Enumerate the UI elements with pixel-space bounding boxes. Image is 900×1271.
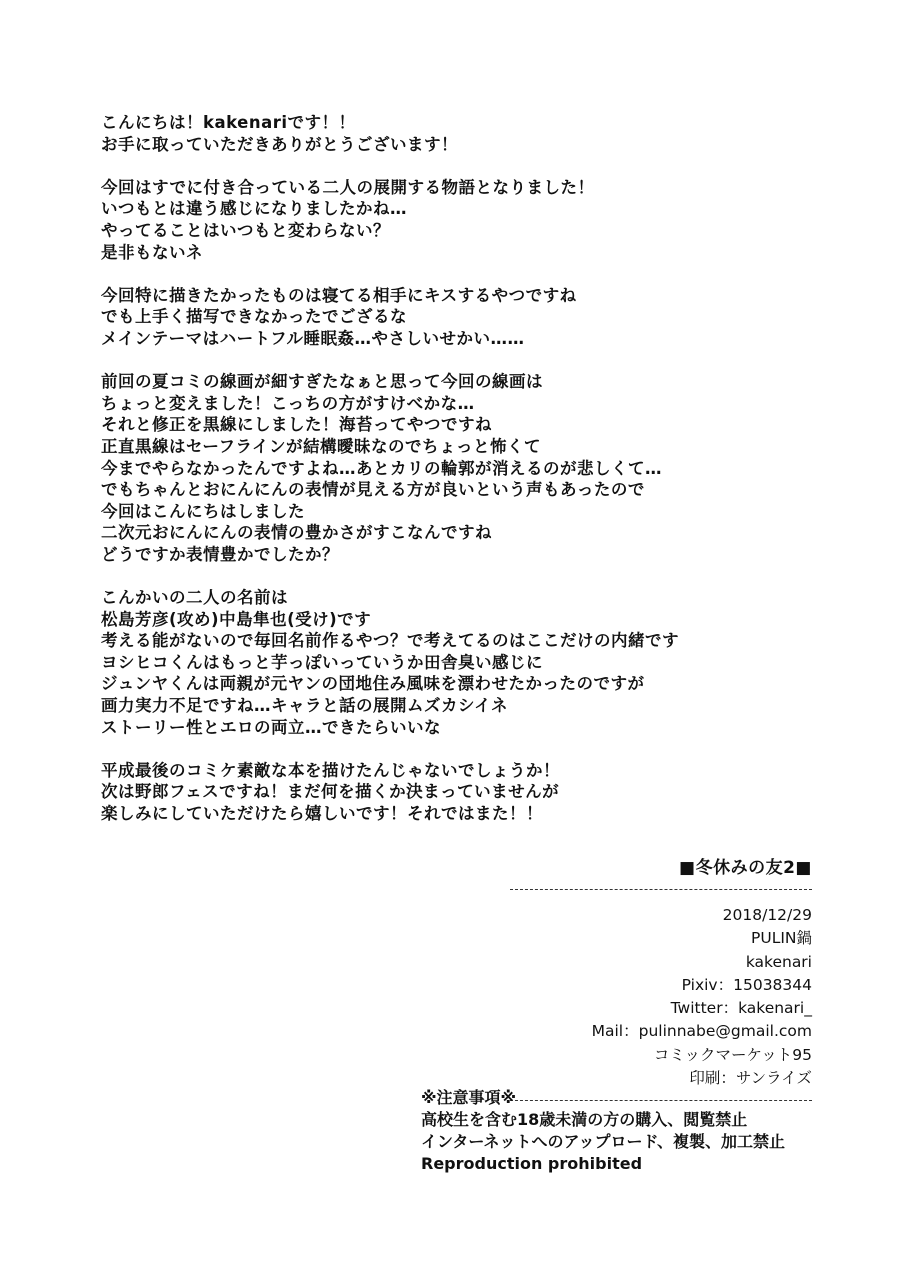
- text-line: 今までやらなかったんですよね…あとカリの輪郭が消えるのが悲しくて…: [101, 458, 662, 478]
- text-line: いつもとは違う感じになりましたかね…: [101, 199, 407, 219]
- text-line: こんかいの二人の名前は: [101, 588, 288, 608]
- text-line: 二次元おにんにんの表情の豊かさがすこなんですね: [101, 523, 492, 543]
- mail-address: Mail：pulinnabe@gmail.com: [591, 1022, 812, 1041]
- twitter-handle: Twitter：kakenari_: [670, 999, 812, 1018]
- author-name: kakenari: [745, 952, 812, 971]
- afterword-paragraph-greeting: [101, 112, 741, 155]
- text-line: 正直黒線はセーフラインが結構曖昧なのでちょっと怖くて: [101, 436, 542, 456]
- notice-heading: ※注意事項※: [421, 1088, 517, 1107]
- pixiv-id: Pixiv：15038344: [681, 975, 812, 994]
- text-line: お手に取っていただきありがとうございます！: [101, 134, 458, 154]
- publication-date: 2018/12/29: [722, 906, 812, 924]
- caution-notice: [421, 1087, 821, 1175]
- text-line: 考える能がないので毎回名前作るやつ？で考えてるのはここだけの内緒です: [101, 631, 679, 651]
- text-line: ヨシヒコくんはもっと芋っぽいっていうか田舎臭い感じに: [101, 652, 543, 672]
- text-line: でも上手く描写できなかったでござるな: [101, 307, 407, 327]
- printer-name: 印刷：サンライズ: [689, 1069, 812, 1088]
- afterword-text: [101, 112, 741, 846]
- afterword-paragraph-closing: [101, 760, 741, 825]
- text-line: でもちゃんとおにんにんの表情が見える方が良いという声もあったので: [101, 480, 645, 500]
- afterword-paragraph-characters: [101, 587, 741, 738]
- text-line: 今回特に描きたかったものは寝てる相手にキスするやつですね: [101, 285, 577, 305]
- text-line: 楽しみにしていただけたら嬉しいです！それではまた！！: [101, 804, 543, 823]
- text-line: メインテーマはハートフル睡眠姦…やさしいせかい……: [101, 328, 525, 348]
- text-line: 松島芳彦(攻め)中島隼也(受け)です: [101, 609, 372, 629]
- colophon-divider-top: [510, 889, 812, 890]
- text-line: 今回はすでに付き合っている二人の展開する物語となりました！: [101, 177, 595, 197]
- colophon: [510, 857, 812, 1115]
- text-line: 平成最後のコミケ素敵な本を描けたんじゃないでしょうか！: [101, 760, 560, 780]
- book-title: ■冬休みの友2■: [679, 858, 812, 878]
- text-line: どうですか表情豊かでしたか？: [101, 544, 339, 564]
- text-line: ストーリー性とエロの両立…できたらいいな: [101, 717, 441, 737]
- notice-reproduction: Reproduction prohibited: [421, 1154, 643, 1173]
- notice-upload-restriction: インターネットへのアップロード、複製、加工禁止: [421, 1132, 786, 1151]
- text-line: 画力実力不足ですね…キャラと話の展開ムズカシイネ: [101, 696, 509, 716]
- text-line: ジュンヤくんは両親が元ヤンの団地住み風味を漂わせたかったのですが: [101, 674, 645, 694]
- text-line: こんにちは！kakenariです！！: [101, 113, 356, 132]
- text-line: 次は野郎フェスですね！まだ何を描くか決まっていませんが: [101, 782, 560, 802]
- event-name: コミックマーケット95: [653, 1045, 812, 1064]
- text-line: 前回の夏コミの線画が細すぎたなぁと思って今回の線画は: [101, 372, 543, 392]
- text-line: 今回はこんにちはしました: [101, 501, 305, 521]
- text-line: やってることはいつもと変わらない？: [101, 220, 390, 240]
- notice-age-restriction: 高校生を含む18歳未満の方の購入、閲覧禁止: [421, 1110, 748, 1129]
- text-line: ちょっと変えました！こっちの方がすけべかな…: [101, 393, 475, 413]
- text-line: 是非もないネ: [101, 242, 203, 262]
- afterword-paragraph-theme: [101, 285, 741, 350]
- afterword-paragraph-story: [101, 177, 741, 263]
- text-line: それと修正を黒線にしました！海苔ってやつですね: [101, 415, 492, 435]
- circle-name: PULIN鍋: [751, 929, 812, 948]
- afterword-paragraph-lineart: [101, 371, 741, 565]
